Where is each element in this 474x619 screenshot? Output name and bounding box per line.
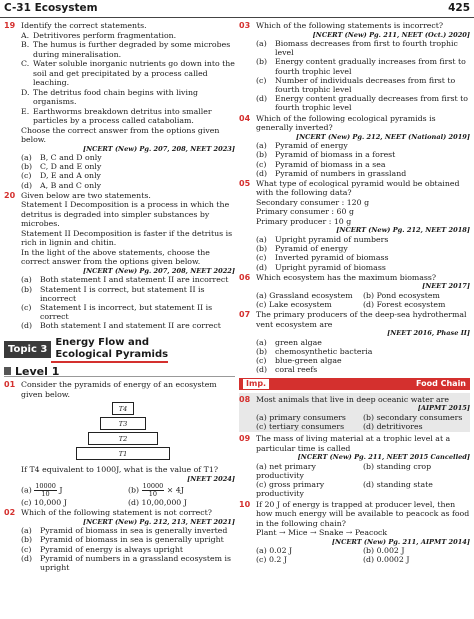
option: (c) 0.2 J [256, 555, 287, 565]
question-number: 05 [239, 178, 251, 188]
energy-pyramid-figure [4, 401, 235, 463]
question-ask: If T4 equivalent to 1000J, what is the value of T1? [21, 465, 219, 475]
question-text: Consider the pyramids of energy of an ecosystem given below. [21, 380, 217, 399]
option: (d) Forest ecosystem [363, 299, 446, 309]
option: (d) 0.0002 J [363, 555, 410, 565]
reference: [NCERT (New) Pg. 207, 208, NEET 2022] [82, 266, 235, 275]
question-number: 08 [239, 394, 251, 404]
question-04 [239, 114, 470, 178]
data-line: Secondary consumer : 120 g [256, 197, 370, 207]
statement-2: Statement II Decomposition is faster if the detritus is rich in lignin and chitin. [21, 228, 233, 248]
question-number: 20 [4, 190, 16, 200]
option: (a) primary consumers [256, 412, 346, 422]
pyramid-level-t1: T1 [76, 447, 170, 460]
left-column [4, 21, 235, 617]
reference: [NCERT (New) Pg. 207, 208, NEET 2023] [82, 144, 235, 153]
pyramid-level-t2: T2 [88, 432, 158, 445]
section-banner [239, 378, 470, 390]
question-08 [239, 393, 470, 432]
level-marker-icon [4, 367, 11, 375]
level-heading [4, 364, 235, 378]
question-09 [239, 434, 470, 498]
question-number: 04 [239, 113, 251, 123]
statement: B. The humus is further degraded by some microbes during mineralisation. [21, 40, 231, 59]
statement: C. Water soluble inorganic nutrients go down into the soil and get precipitated by a process called leaching. [21, 59, 235, 87]
imp-label: Imp. [243, 379, 269, 389]
chapter-title: C-31 Ecosystem [4, 2, 98, 14]
option: (a) Biomass decreases from first to fourth trophic level [256, 39, 458, 58]
option: (a) Upright pyramid of numbers [256, 234, 389, 244]
pyramid-level-t4: T4 [112, 402, 134, 415]
option: (b) secondary consumers [363, 412, 463, 422]
option: (b) C, D and E only [21, 162, 102, 172]
option: (a) net primary productivity [256, 461, 316, 481]
option: (b) Pond ecosystem [363, 290, 440, 300]
topic-tag: Topic 3 [4, 341, 51, 359]
question-01 [4, 380, 235, 507]
question-text: The primary producers of the deep-sea hydrothermal vent ecosystem are [256, 310, 467, 329]
question-number: 10 [239, 499, 251, 509]
option: (d) Both statement I and statement II are correct [21, 321, 221, 331]
option: (d) Pyramid of numbers in a grassland ecosystem is upright [21, 553, 232, 573]
option: (a) 0.02 J [256, 546, 293, 556]
food-chain: Plant → Mice → Snake → Peacock [256, 528, 388, 538]
option: (c) Inverted pyramid of biomass [256, 253, 389, 263]
question-text: What type of ecological pyramid would be obtained with the following data? [256, 178, 460, 198]
question-text: Most animals that live in deep oceanic water are [256, 394, 449, 404]
option: (b) Energy content gradually increases from first to fourth trophic level [256, 57, 466, 76]
question-10 [239, 500, 470, 565]
reference: [NCERT (New) Pg. 211, NEET (Oct.) 2020] [312, 30, 470, 39]
question-number: 06 [239, 272, 251, 282]
option: (b) $\frac{10000}{10}$ × 4J [128, 482, 184, 499]
statement: D. The detritus food chain begins with living organisms. [21, 87, 198, 106]
option: (c) Pyramid of energy is always upright [21, 544, 183, 554]
option: (b) Pyramid of energy [256, 244, 348, 254]
question-02 [4, 508, 235, 572]
option: (c) 10,000 J [21, 498, 67, 508]
options-grid [4, 483, 235, 507]
reference: [NCERT (New) Pg. 212, 213, NEET 2021] [82, 517, 235, 526]
question-text: Which of the following statement is not correct? [21, 508, 212, 518]
options-grid [239, 413, 470, 431]
option: (a) Both statement I and statement II are incorrect [21, 275, 229, 285]
reference: [NCERT (New) Pg. 212, NEET 2018] [336, 226, 470, 235]
option: (d) A, B and C only [21, 180, 101, 190]
option: (c) Lake ecosystem [256, 299, 332, 309]
reference: [NCERT (New) Pg. 211, NEET 2015 Cancelled] [297, 453, 470, 462]
pyramid-level-t3: T3 [100, 417, 146, 430]
question-20 [4, 191, 235, 331]
options-grid [239, 291, 470, 309]
data-line: Primary consumer : 60 g [256, 207, 354, 217]
option: (c) Statement I is incorrect, but statement II is correct [21, 302, 213, 322]
statement: E. Earthworms breakdown detritus into smaller particles by a process called cataboliam. [21, 106, 212, 125]
question-text: The mass of living material at a trophic level at a particular time is called [256, 434, 451, 453]
option: (c) Number of individuals decreases from first to fourth trophic level [256, 75, 456, 95]
question-text: Identify the correct statements. [21, 21, 147, 30]
statement: A. Detritivores perform fragmentation. [21, 30, 177, 40]
question-number: 01 [4, 380, 16, 390]
page-header [0, 0, 474, 18]
question-06 [239, 273, 470, 309]
reference: [NEET 2024] [187, 474, 235, 483]
option: (c) Pyramid of biomass in a sea [256, 159, 386, 169]
reference: [NCERT (New) Pg. 212, NEET (National) 2019] [295, 132, 470, 141]
page-number: 425 [448, 2, 470, 14]
option: (d) Pyramid of numbers in grassland [256, 168, 407, 178]
option: (d) Energy content gradually decreases from first to fourth trophic level [256, 94, 468, 113]
instruction: In the light of the above statements, choose the correct answer from the options given below. [21, 247, 210, 267]
data-line: Primary producer : 10 g [256, 216, 352, 226]
options-grid [239, 462, 470, 499]
right-column [239, 21, 470, 617]
question-number: 07 [239, 310, 251, 320]
question-07 [239, 310, 470, 374]
option: (c) tertiary consumers [256, 422, 345, 432]
option: (a) green algae [256, 337, 322, 347]
option: (d) 10,00,000 J [128, 498, 187, 508]
question-05 [239, 179, 470, 272]
topic-heading [4, 337, 235, 363]
option: (a) $\frac{10000}{10}$ J [21, 482, 63, 499]
option: (b) Statement I is correct, but statement II is incorrect [21, 284, 205, 303]
question-text: Which ecosystem has the maximum biomass? [256, 272, 437, 282]
options-grid [239, 546, 470, 564]
topic-title: Energy Flow and Ecological Pyramids [51, 337, 168, 363]
option: (a) Pyramid of energy [256, 141, 348, 151]
reference: [AIPMT 2015] [417, 404, 470, 413]
question-03 [239, 21, 470, 113]
option: (b) 0.002 J [363, 546, 405, 556]
option: (c) D, E and A only [21, 171, 101, 181]
reference: [NEET 2016, Phase II] [387, 329, 470, 338]
reference: [NEET 2017] [422, 282, 470, 291]
question-text: Which of the following ecological pyramids is generally inverted? [256, 113, 436, 133]
option: (b) Pyramid of biomass in sea is generally upright [21, 535, 224, 545]
question-number: 03 [239, 21, 251, 30]
question-text: Which of the following statements is incorrect? [256, 21, 444, 30]
level-title: Level 1 [15, 364, 60, 378]
question-number: 09 [239, 434, 251, 444]
question-number: 19 [4, 21, 16, 30]
option: (c) gross primary productivity [256, 480, 325, 499]
option: (d) Upright pyramid of biomass [256, 262, 386, 272]
option: (d) standing state [363, 480, 433, 490]
option: (b) chemosynthetic bacteria [256, 346, 373, 356]
question-number: 02 [4, 508, 16, 518]
option: (a) B, C and D only [21, 153, 102, 162]
option: (c) blue-green algae [256, 356, 342, 366]
question-text: Given below are two statements. [21, 190, 151, 200]
option: (b) Pyramid of biomass in a forest [256, 150, 396, 160]
question-19 [4, 21, 235, 190]
option: (a) Pyramid of biomass in sea is generally inverted [21, 526, 228, 536]
option: (b) standing crop [363, 461, 432, 471]
option: (a) Grassland ecosystem [256, 290, 353, 300]
option: (d) coral reefs [256, 365, 318, 375]
reference: [NCERT (New) Pg. 211, AIPMT 2014] [331, 537, 470, 546]
section-title: Food Chain [415, 379, 466, 389]
question-text: If 20 J of energy is trapped at producer level, then how much energy will be available to peacock as food in the following chain? [256, 499, 470, 528]
instruction: Choose the correct answer from the options given below. [21, 125, 220, 144]
option: (d) detritivores [363, 422, 423, 432]
statement-1: Statement I Decomposition is a process in which the detritus is degraded into simpler substances by microbes. [21, 200, 230, 229]
